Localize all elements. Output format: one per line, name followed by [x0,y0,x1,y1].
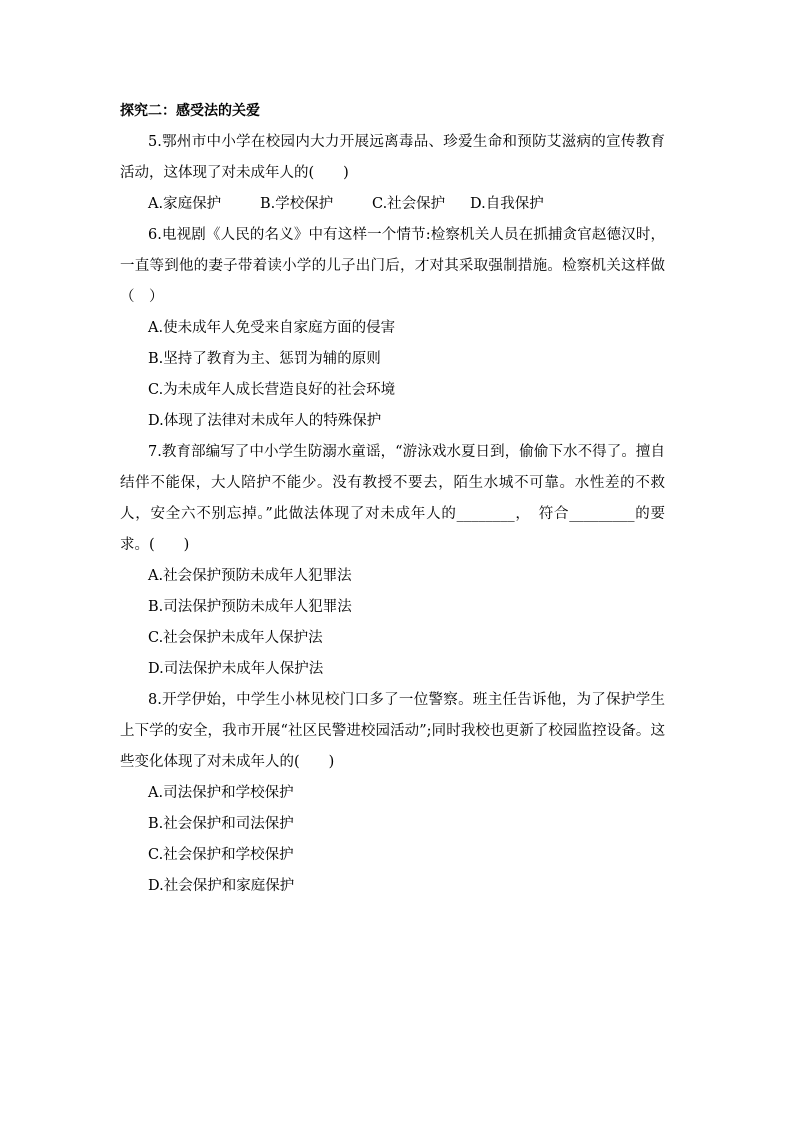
question-6 [120,220,665,437]
option-d: D.体现了法律对未成年人的特殊保护 [148,413,382,429]
option-a: A.社会保护预防未成年人犯罪法 [148,568,352,584]
option-c: C.社会保护 [372,196,446,212]
option-d: D.司法保护未成年人保护法 [148,661,324,677]
option-a: A.家庭保护 [148,196,222,212]
question-stem: 5.鄂州市中小学在校园内大力开展远离毒品、珍爱生命和预防艾滋病的宣传教育活动，这体现了对未成年人的( ) [120,134,665,181]
section-title: 探究二：感受法的关爱 [120,103,260,119]
option-c: C.为未成年人成长营造良好的社会环境 [148,382,396,398]
option-b: B.学校保护 [260,196,334,212]
document-page [120,96,665,902]
option-d: D.社会保护和家庭保护 [148,878,295,894]
option-b: B.坚持了教育为主、惩罚为辅的原则 [148,351,381,367]
option-d: D.自我保护 [470,196,544,212]
question-8 [120,685,665,902]
option-c: C.社会保护和学校保护 [148,847,294,863]
options-row [120,189,665,220]
option-a: A.使未成年人免受来自家庭方面的侵害 [148,320,396,336]
question-stem: 6.电视剧《人民的名义》中有这样一个情节:检察机关人员在抓捕贪官赵德汉时，一直等到他的妻子带着读小学的儿子出门后，才对其采取强制措施。检察机关这样做（ ） [120,227,665,305]
option-a: A.司法保护和学校保护 [148,785,294,801]
question-stem: 8.开学伊始，中学生小林见校门口多了一位警察。班主任告诉他，为了保护学生上下学的安全，我市开展“社区民警进校园活动”;同时我校也更新了校园监控设备。这些变化体现了对未成年人的( ) [120,692,665,770]
option-b: B.社会保护和司法保护 [148,816,294,832]
option-c: C.社会保护未成年人保护法 [148,630,323,646]
question-7 [120,437,665,685]
option-b: B.司法保护预防未成年人犯罪法 [148,599,352,615]
question-5 [120,127,665,220]
question-stem: 7.教育部编写了中小学生防溺水童谣，“游泳戏水夏日到，偷偷下水不得了。擅自结伴不能保，大人陪护不能少。没有教授不要去，陌生水城不可靠。水性差的不救人，安全六不别忘掉。”此做法体现了对未成年人的________， 符合_________的要求。( ) [120,444,665,553]
